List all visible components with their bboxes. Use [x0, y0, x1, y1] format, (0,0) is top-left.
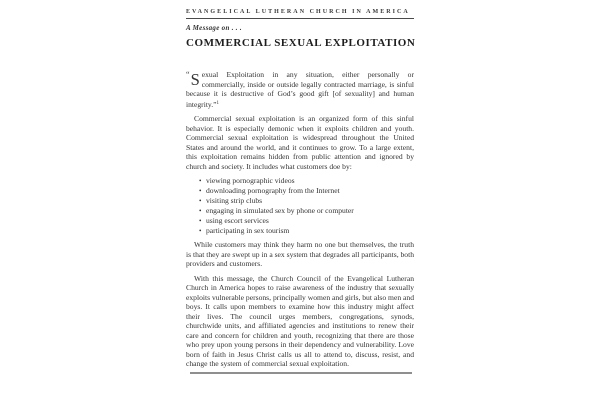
bullet-icon: •: [199, 197, 202, 205]
list-item-text: using escort services: [206, 216, 269, 225]
list-item-text: visiting strip clubs: [206, 196, 263, 205]
list-item: [199, 186, 414, 196]
document-body: [186, 9, 414, 374]
open-quote: “: [186, 70, 191, 79]
list-item-text: viewing pornographic videos: [206, 176, 295, 185]
list-item: [199, 216, 414, 226]
footer-rule: [190, 372, 412, 374]
list-item-text: downloading pornography from the Internet: [206, 186, 340, 195]
list-item: [199, 226, 414, 236]
dropcap-letter: S: [190, 70, 200, 89]
paragraph-customers: While customers may think they harm no one but themselves, the truth is that they are swept up in a sex system that degrades all participants, both providers and customers.: [186, 240, 414, 268]
kicker-text: A Message on . . .: [186, 24, 242, 32]
list-item-text: participating in sex tourism: [206, 226, 290, 235]
customer-activities-list: [186, 176, 414, 236]
organization-name: EVANGELICAL LUTHERAN CHURCH IN AMERICA: [186, 9, 410, 15]
paragraph-quote-text: exual Exploitation in any situation, either personally or commercially, inside or outside legally contracted marriage, is sinful because it is destructive of God’s good gift [of sexuality] and human integrity.”: [186, 70, 414, 109]
dropcap-group: [186, 70, 200, 87]
list-item: [199, 196, 414, 206]
bullet-icon: •: [199, 187, 202, 195]
body-copy: [186, 70, 414, 369]
bullet-icon: •: [199, 217, 202, 225]
bullet-icon: •: [199, 227, 202, 235]
header-rule: [186, 18, 414, 19]
bullet-icon: •: [199, 177, 202, 185]
bullet-icon: •: [199, 207, 202, 215]
paragraph-council: With this message, the Church Council of the Evangelical Lutheran Church in America hopes to raise awareness of the industry that sexually exploits vulnerable persons, principally women and girls, but also men and boys. It calls upon members to examine how this industry might affect their lives. The council urges members, congregations, synods, churchwide units, and affiliated agencies and institutions to renew their care and concern for children and youth, recognizing that there are those who prey upon young persons in their dependency and vulnerability. Love born of faith in Jesus Christ calls us all to attend to, discuss, resist, and change the system of commercial sexual exploitation.: [186, 273, 414, 368]
list-item: [199, 176, 414, 186]
page-title: COMMERCIAL SEXUAL EXPLOITATION: [186, 37, 416, 49]
paragraph-overview: Commercial sexual exploitation is an organized form of this sinful behavior. It is especially demonic when it exploits children and youth. Commercial sexual exploitation is widespread throughout the United States and around the world, and it continues to grow. To a large extent, this exploitation remains hidden from public attention and ignored by church and society. It includes what customers doe by:: [186, 114, 414, 171]
footnote-marker: 1: [216, 100, 220, 106]
list-item-text: engaging in simulated sex by phone or computer: [206, 206, 354, 215]
list-item: [199, 206, 414, 216]
paragraph-quote: [186, 70, 414, 109]
